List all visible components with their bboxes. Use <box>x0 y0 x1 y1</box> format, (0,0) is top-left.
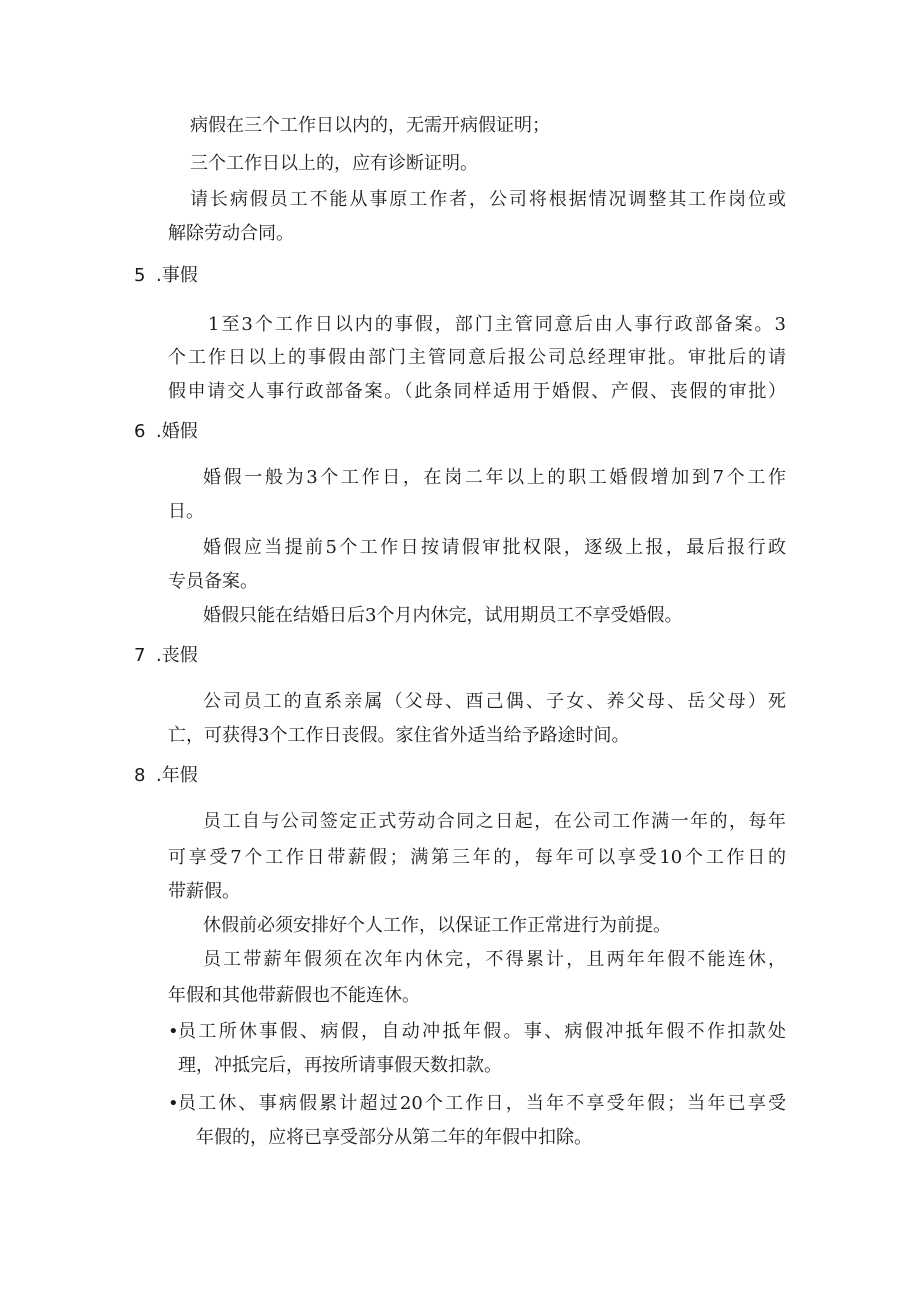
section-5-number: 5 <box>134 265 146 286</box>
bullet-2-line-2: 年假的，应将已享受部分从第二年的年假中扣除。 <box>196 1127 592 1148</box>
section-6-para-2-line-1: 婚假应当提前5个工作日按请假审批权限，逐级上报，最后报行政 <box>203 537 786 558</box>
section-8-para-1-line-1: 员工自与公司签定正式劳动合同之日起，在公司工作满一年的，每年 <box>203 811 786 832</box>
section-5-heading <box>134 264 198 288</box>
section-6-para-2-line-2: 专员备案。 <box>168 571 258 592</box>
bullet-1-line-1: 员工所休事假、病假，自动冲抵年假。事、病假冲抵年假不作扣款处 <box>178 1021 786 1042</box>
section-8-para-3-line-1: 员工带薪年假须在次年内休完，不得累计，且两年年假不能连休， <box>203 949 786 970</box>
section-5-para-line-2: 个工作日以上的事假由部门主管同意后报公司总经理审批。审批后的请 <box>168 347 786 368</box>
section-8-para-2: 休假前必须安排好个人工作，以保证工作正常进行为前提。 <box>203 915 671 936</box>
section-8-para-1-line-2: 可享受7个工作日带薪假；满第三年的，每年可以享受10个工作日的 <box>168 847 786 868</box>
section-5-para-line-1: 1至3个工作日以内的事假，部门主管同意后由人事行政部备案。3 <box>208 314 786 335</box>
section-6-heading <box>134 420 198 444</box>
sick-leave-para-1: 病假在三个工作日以内的，无需开病假证明； <box>190 115 550 136</box>
section-8-para-3-line-2: 年假和其他带薪假也不能连休。 <box>168 985 420 1006</box>
sick-leave-para-3-line-1: 请长病假员工不能从事原工作者，公司将根据情况调整其工作岗位或 <box>190 189 786 210</box>
section-6-number: 6 <box>134 421 146 442</box>
section-5-para-line-3: 假申请交人事行政部备案。（此条同样适用于婚假、产假、丧假的审批） <box>168 381 786 402</box>
section-7-para-line-1: 公司员工的直系亲属（父母、酉己偶、子女、养父母、岳父母）死 <box>203 691 786 712</box>
bullet-dot-icon: • <box>168 1021 179 1042</box>
section-6-title: .婚假 <box>156 421 198 442</box>
section-8-para-1-line-3: 带薪假。 <box>168 881 240 902</box>
section-6-para-1-line-2: 日。 <box>168 501 204 522</box>
section-6-para-3: 婚假只能在结婚日后3个月内休完，试用期员工不享受婚假。 <box>203 605 683 626</box>
section-7-para-line-2: 亡，可获得3个工作日丧假。家住省外适当给予路途时间。 <box>168 725 630 746</box>
section-5-title: .事假 <box>156 265 198 286</box>
bullet-2-line-1: 员工休、事病假累计超过20个工作日，当年不享受年假；当年已享受 <box>178 1093 786 1114</box>
section-8-number: 8 <box>134 765 146 786</box>
section-6-para-1-line-1: 婚假一般为3个工作日，在岗二年以上的职工婚假增加到7个工作 <box>203 467 786 488</box>
section-7-heading <box>134 644 198 668</box>
sick-leave-para-2: 三个工作日以上的，应有诊断证明。 <box>190 153 478 174</box>
section-7-number: 7 <box>134 645 146 666</box>
bullet-1-line-2: 理，冲抵完后，再按所请事假天数扣款。 <box>178 1055 502 1076</box>
bullet-dot-icon: • <box>168 1093 179 1114</box>
sick-leave-para-3-line-2: 解除劳动合同。 <box>168 223 294 244</box>
section-7-title: .丧假 <box>156 645 198 666</box>
section-8-title: .年假 <box>156 765 198 786</box>
section-8-heading <box>134 764 198 788</box>
